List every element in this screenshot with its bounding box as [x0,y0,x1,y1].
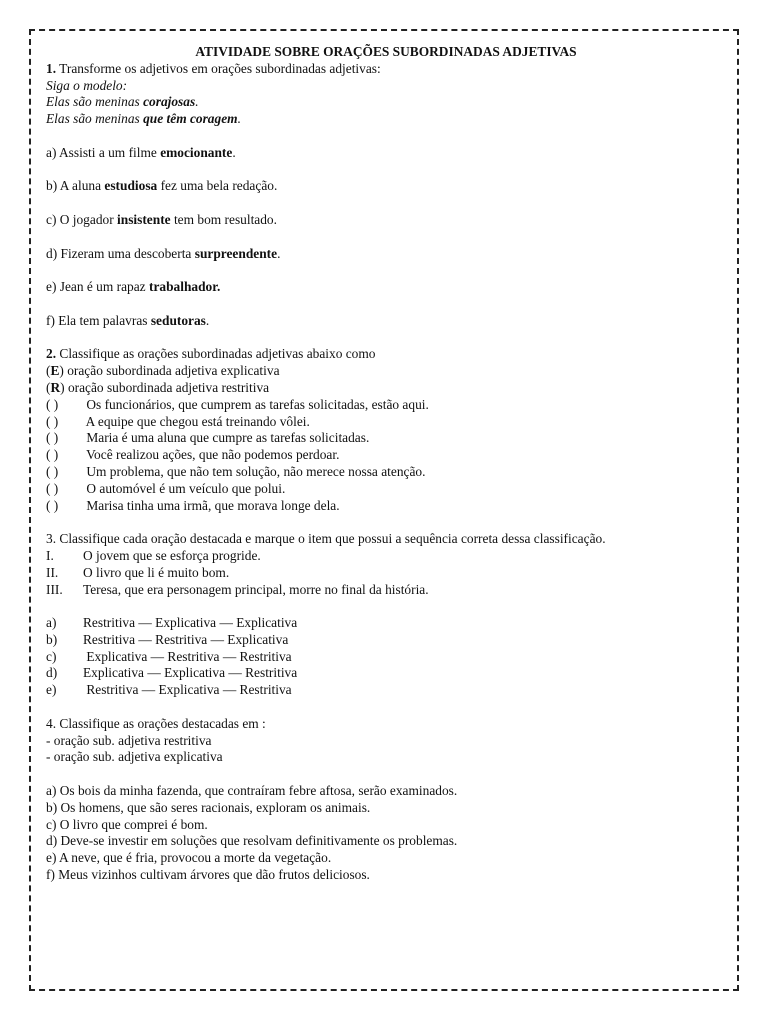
q2-legend-restritiva: (R) oração subordinada adjetiva restritiva [46,379,270,395]
q2-item-5: ( ) Um problema, que não tem solução, não merece nossa atenção. [46,463,426,479]
q2-instruction-line [46,346,726,363]
q2-item-6: ( ) O automóvel é um veículo que polui. [46,480,286,496]
worksheet [46,44,726,884]
q3-option-a[interactable]: a) Restritiva — Explicativa — Explicativa [46,615,298,631]
q3-instruction: 3. Classifique cada oração destacada e marque o item que possui a sequência correta dessa classificação. [46,531,606,547]
q3-option-e[interactable]: e) Restritiva — Explicativa — Restritiva [46,682,292,698]
q1-item-e: e) Jean é um rapaz trabalhador. [46,279,221,295]
q2-item-3: ( ) Maria é uma aluna que cumpre as tarefas solicitadas. [46,430,370,446]
q4-type-explicativa: - oração sub. adjetiva explicativa [46,749,223,765]
q2-item-2: ( ) A equipe que chegou está treinando vôlei. [46,413,310,429]
q4-item-a: a) Os bois da minha fazenda, que contraíram febre aftosa, serão examinados. [46,783,458,799]
q3-option-d[interactable]: d) Explicativa — Explicativa — Restritiva [46,665,298,681]
q2-number: 2. [46,346,57,362]
q1-item-f: f) Ela tem palavras sedutoras. [46,312,210,328]
q2-item-7: ( ) Marisa tinha uma irmã, que morava longe dela. [46,497,340,513]
q2-item-4: ( ) Você realizou ações, que não podemos perdoar. [46,447,340,463]
q1-item-d: d) Fizeram uma descoberta surpreendente. [46,245,281,261]
answer-blank[interactable]: ( ) [46,463,59,479]
q3-sentence-1: I. O jovem que se esforça progride. [46,547,261,563]
q1-item-c: c) O jogador insistente tem bom resultado. [46,211,277,227]
q4-item-d: d) Deve-se investir em soluções que resolvam definitivamente os problemas. [46,833,458,849]
q3-sentence-2: II. O livro que li é muito bom. [46,564,230,580]
q2-legend-explicativa: (E) oração subordinada adjetiva explicativa [46,363,280,379]
q2-item-1: ( ) Os funcionários, que cumprem as tarefas solicitadas, estão aqui. [46,396,429,412]
q4-item-b: b) Os homens, que são seres racionais, exploram os animais. [46,799,371,815]
q3-option-c[interactable]: c) Explicativa — Restritiva — Restritiva [46,648,292,664]
q3-option-b[interactable]: b) Restritiva — Restritiva — Explicativa [46,631,289,647]
q4-item-f: f) Meus vizinhos cultivam árvores que dão frutos deliciosos. [46,867,370,883]
q1-instruction-line [46,61,726,78]
q1-number: 1. [46,60,57,76]
q1-item-b: b) A aluna estudiosa fez uma bela redação. [46,178,278,194]
q4-item-e: e) A neve, que é fria, provocou a morte da vegetação. [46,850,332,866]
q3-sentence-3: III. Teresa, que era personagem principal, morre no final da história. [46,581,429,597]
answer-blank[interactable]: ( ) [46,480,59,496]
answer-blank[interactable]: ( ) [46,447,59,463]
q4-instruction: 4. Classifique as orações destacadas em : [46,715,266,731]
q1-instruction: Transforme os adjetivos em orações subordinadas adjetivas: [59,60,381,76]
q1-example-1: Elas são meninas corajosas. [46,94,199,110]
q1-model-label: Siga o modelo: [46,77,128,93]
q1-item-a: a) Assisti a um filme emocionante. [46,144,236,160]
q1-example-2: Elas são meninas que têm coragem. [46,111,241,127]
answer-blank[interactable]: ( ) [46,430,59,446]
q4-type-restritiva: - oração sub. adjetiva restritiva [46,732,212,748]
answer-blank[interactable]: ( ) [46,497,59,513]
answer-blank[interactable]: ( ) [46,413,59,429]
page-title: ATIVIDADE SOBRE ORAÇÕES SUBORDINADAS ADJETIVAS [195,44,577,59]
answer-blank[interactable]: ( ) [46,396,59,412]
q2-instruction: Classifique as orações subordinadas adjetivas abaixo como [59,346,376,362]
q4-item-c: c) O livro que comprei é bom. [46,816,208,832]
